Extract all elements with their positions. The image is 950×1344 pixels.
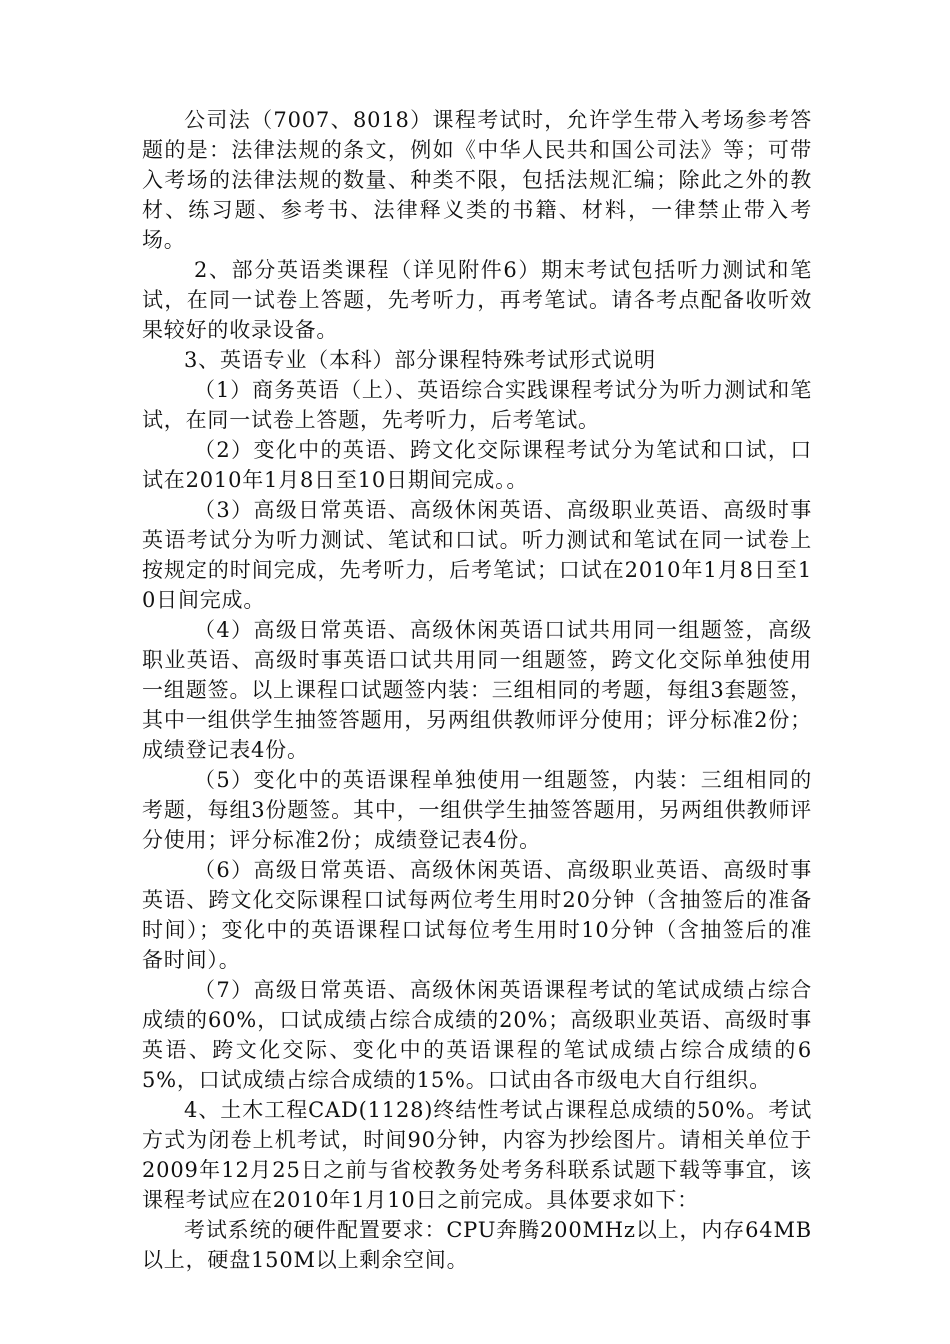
document-page bbox=[142, 105, 812, 1275]
paragraph-item-3: （3）高级日常英语、高级休闲英语、高级职业英语、高级时事英语考试分为听力测试、笔试和口试。听力测试和笔试在同一试卷上按规定的时间完成，先考听力，后考笔试；口试在2010年1月8日至10日间完成。 bbox=[142, 498, 812, 612]
paragraph-item-4: （4）高级日常英语、高级休闲英语口试共用同一组题签，高级职业英语、高级时事英语口试共用同一组题签，跨文化交际单独使用一组题签。以上课程口试题签内装：三组相同的考题，每组3套题签，其中一组供学生抽签答题用，另两组供教师评分使用；评分标准2份；成绩登记表4份。 bbox=[142, 618, 812, 762]
paragraph-item-1: （1）商务英语（上）、英语综合实践课程考试分为听力测试和笔试，在同一试卷上答题，先考听力，后考笔试。 bbox=[142, 378, 812, 432]
paragraph-hardware-requirements: 考试系统的硬件配置要求：CPU奔腾200MHz以上，内存64MB以上，硬盘150M以上剩余空间。 bbox=[142, 1218, 812, 1272]
paragraph-item-2: （2）变化中的英语、跨文化交际课程考试分为笔试和口试，口试在2010年1月8日至10日期间完成。。 bbox=[142, 438, 812, 492]
paragraph-english-listening: 2、部分英语类课程（详见附件6）期末考试包括听力测试和笔试，在同一试卷上答题，先考听力，再考笔试。请各考点配备收听效果较好的收录设备。 bbox=[142, 258, 812, 342]
paragraph-item-6: （6）高级日常英语、高级休闲英语、高级职业英语、高级时事英语、跨文化交际课程口试每两位考生用时20分钟（含抽签后的准备时间）；变化中的英语课程口试每位考生用时10分钟（含抽签后的准备时间）。 bbox=[142, 858, 812, 972]
paragraph-civil-cad: 4、土木工程CAD(1128)终结性考试占课程总成绩的50%。考试方式为闭卷上机考试，时间90分钟，内容为抄绘图片。请相关单位于2009年12月25日之前与省校教务处考务科联系试题下载等事宜，该课程考试应在2010年1月10日之前完成。具体要求如下： bbox=[142, 1098, 812, 1212]
paragraph-company-law-exam: 公司法（7007、8018）课程考试时，允许学生带入考场参考答题的是：法律法规的条文，例如《中华人民共和国公司法》等；可带入考场的法律法规的数量、种类不限，包括法规汇编；除此之外的教材、练习题、参考书、法律释义类的书籍、材料，一律禁止带入考场。 bbox=[142, 108, 812, 252]
paragraph-item-7: （7）高级日常英语、高级休闲英语课程考试的笔试成绩占综合成绩的60%，口试成绩占综合成绩的20%；高级职业英语、高级时事英语、跨文化交际、变化中的英语课程的笔试成绩占综合成绩的65%，口试成绩占综合成绩的15%。口试由各市级电大自行组织。 bbox=[142, 978, 812, 1092]
paragraph-item-5: （5）变化中的英语课程单独使用一组题签，内装：三组相同的考题，每组3份题签。其中，一组供学生抽签答题用，另两组供教师评分使用；评分标准2份；成绩登记表4份。 bbox=[142, 768, 812, 852]
paragraph-english-major-heading: 3、英语专业（本科）部分课程特殊考试形式说明 bbox=[184, 348, 656, 372]
